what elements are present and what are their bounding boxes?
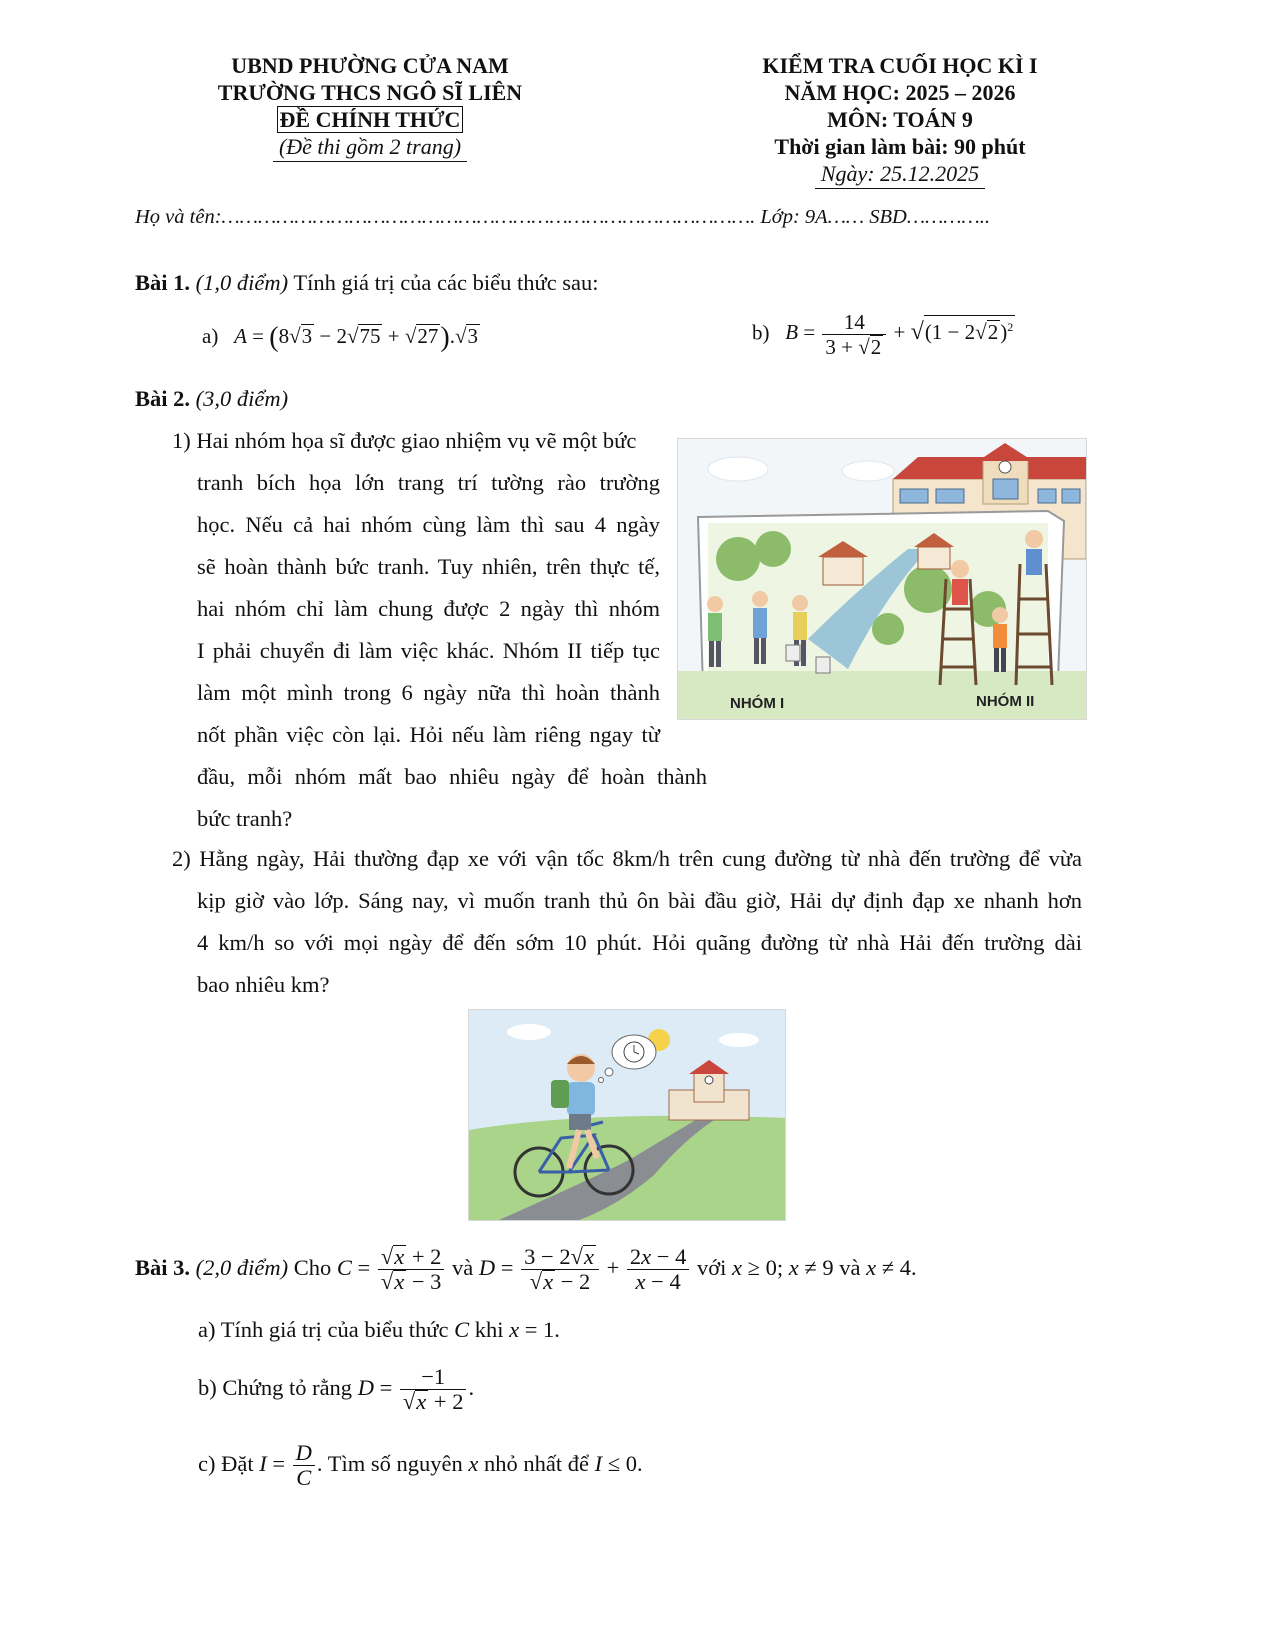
bai2-p1-line: sẽ hoàn thành bức tranh. Tuy nhiên, trên thực tế,	[197, 554, 660, 579]
cyclist-illustration	[468, 1009, 786, 1221]
bai3-va-2: và	[839, 1255, 861, 1280]
bai2-heading	[135, 378, 288, 420]
bai3-a-var: C	[454, 1317, 470, 1342]
bai3-c-definition: C = $\frac{√x + 2}{√x - 3}$	[337, 1255, 447, 1280]
bai2-p1-line: bức tranh?	[197, 806, 293, 831]
bai2-p1-line: học. Nếu cả hai nhóm cùng làm thì sau 4 ngày	[197, 512, 660, 537]
bai3-va: và	[452, 1255, 474, 1280]
bai2-p2-line: bao nhiêu km?	[197, 972, 330, 997]
page-count-note: (Đề thi gồm 2 trang)	[273, 134, 467, 162]
bai3-b-text: b) Chứng tỏ rằng	[198, 1375, 353, 1400]
group-2-label: NHÓM II	[976, 693, 1035, 710]
duration: Thời gian làm bài: 90 phút	[774, 134, 1026, 159]
bai2-p2-line: kịp giờ vào lớp. Sáng nay, vì muốn tranh thủ ôn bài đầu giờ, Hải dự định đạp xe nhanh hơn	[197, 888, 1082, 913]
bai3-condition-2: x ≠ 4.	[866, 1255, 917, 1280]
bai3-part-a	[198, 1312, 560, 1348]
group-1-label: NHÓM I	[730, 695, 785, 712]
bai1-part-a	[202, 322, 480, 354]
bai1-a-label: a)	[202, 324, 219, 348]
bai3-c-mid: . Tìm số nguyên	[316, 1451, 463, 1476]
bai2-title: Bài 2.	[135, 386, 191, 411]
school-year: NĂM HỌC: 2025 – 2026	[784, 80, 1016, 105]
bai2-p1-line: 1) Hai nhóm họa sĩ được giao nhiệm vụ vẽ một bức	[172, 428, 637, 453]
bai2-p2-line: 4 km/h so với mọi ngày để đến sớm 10 phút. Hỏi quãng đường từ nhà Hải đến trường dài	[197, 930, 1082, 955]
bai3-condition: x ≥ 0; x ≠ 9	[732, 1255, 840, 1280]
bai2-p1-line: I phải chuyển đi làm việc khác. Nhóm II tiếp tục	[197, 638, 660, 663]
bai1-b-expression: B = $\frac{14}{3 + √2}$ + $√(1 - 2√2)^2$	[785, 310, 1014, 359]
bai1-points: (1,0 điểm)	[195, 270, 289, 295]
cyclist-scene-svg	[469, 1010, 785, 1220]
bai2-p1-line: nốt phần việc còn lại. Hỏi nếu làm riêng ngay từ	[197, 722, 660, 747]
header-right	[690, 52, 1110, 187]
bai2-p2-line: 2) Hằng ngày, Hải thường đạp xe với vận tốc 8km/h trên cung đường từ nhà đến trường để vừa	[172, 846, 1082, 871]
mural-painting-illustration	[677, 438, 1087, 720]
bai3-c-end: nhỏ nhất để	[484, 1451, 589, 1476]
bai3-c-expression: I = $\frac{D}{C}$	[259, 1451, 317, 1476]
school-name: TRƯỜNG THCS NGÔ SĨ LIÊN	[217, 80, 523, 105]
bai3-title: Bài 3.	[135, 1255, 191, 1280]
bai3-a-value: x = 1.	[509, 1317, 560, 1342]
bai3-heading	[135, 1240, 917, 1296]
bai3-a-mid: khi	[474, 1317, 504, 1342]
bai2-part1	[172, 420, 707, 840]
mural-scene-svg	[678, 439, 1086, 719]
bai2-p1-line: tranh bích họa lớn trang trí tường rào trường	[197, 470, 660, 495]
bai3-intro: Cho	[293, 1255, 332, 1280]
exam-title: KIỂM TRA CUỐI HỌC KÌ I	[762, 53, 1038, 78]
bai1-heading	[135, 262, 599, 304]
exam-date: Ngày: 25.12.2025	[815, 161, 985, 189]
bai2-points: (3,0 điểm)	[195, 386, 289, 411]
subject: MÔN: TOÁN 9	[827, 107, 973, 132]
bai1-title: Bài 1.	[135, 270, 191, 295]
district-name: UBND PHƯỜNG CỬA NAM	[231, 53, 509, 78]
bai2-part2	[172, 838, 1082, 1006]
student-info-line: Họ và tên:……………………………………………………………………………. Lớp: 9A…… SBD…………..	[135, 206, 991, 228]
bai3-d-definition: D = $\frac{3 - 2√x}{√x - 2}$ + $\frac{2x - 4}{x - 4}$	[479, 1255, 691, 1280]
bai1-prompt: Tính giá trị của các biểu thức sau:	[293, 270, 599, 295]
bai3-c-var: x	[468, 1451, 479, 1476]
bai2-p1-line: hai nhóm chỉ làm chung được 2 ngày thì nhóm	[197, 596, 660, 621]
header-left	[190, 52, 550, 160]
bai1-b-label: b)	[752, 320, 770, 345]
bai2-p1-line: làm một mình trong 6 ngày nữa thì hoàn thành	[197, 680, 660, 705]
bai3-points: (2,0 điểm)	[195, 1255, 289, 1280]
bai3-a-text: a) Tính giá trị của biểu thức	[198, 1317, 449, 1342]
bai1-a-expression: A = (8√3 − 2√75 + √27).√3	[234, 322, 478, 353]
bai3-c-condition: I ≤ 0.	[594, 1451, 643, 1476]
bai1-part-b	[752, 310, 1015, 359]
official-exam-box: ĐỀ CHÍNH THỨC	[277, 106, 464, 133]
bai3-b-expression: D = $\frac{-1}{√x + 2}$ .	[357, 1364, 475, 1415]
bai3-condition-prefix: với	[696, 1255, 727, 1280]
bai2-p1-line: đầu, mỗi nhóm mất bao nhiêu ngày để hoàn thành	[197, 764, 707, 789]
bai3-part-c	[198, 1436, 643, 1492]
bai3-c-text: c) Đặt	[198, 1451, 254, 1476]
bai3-part-b	[198, 1360, 474, 1416]
